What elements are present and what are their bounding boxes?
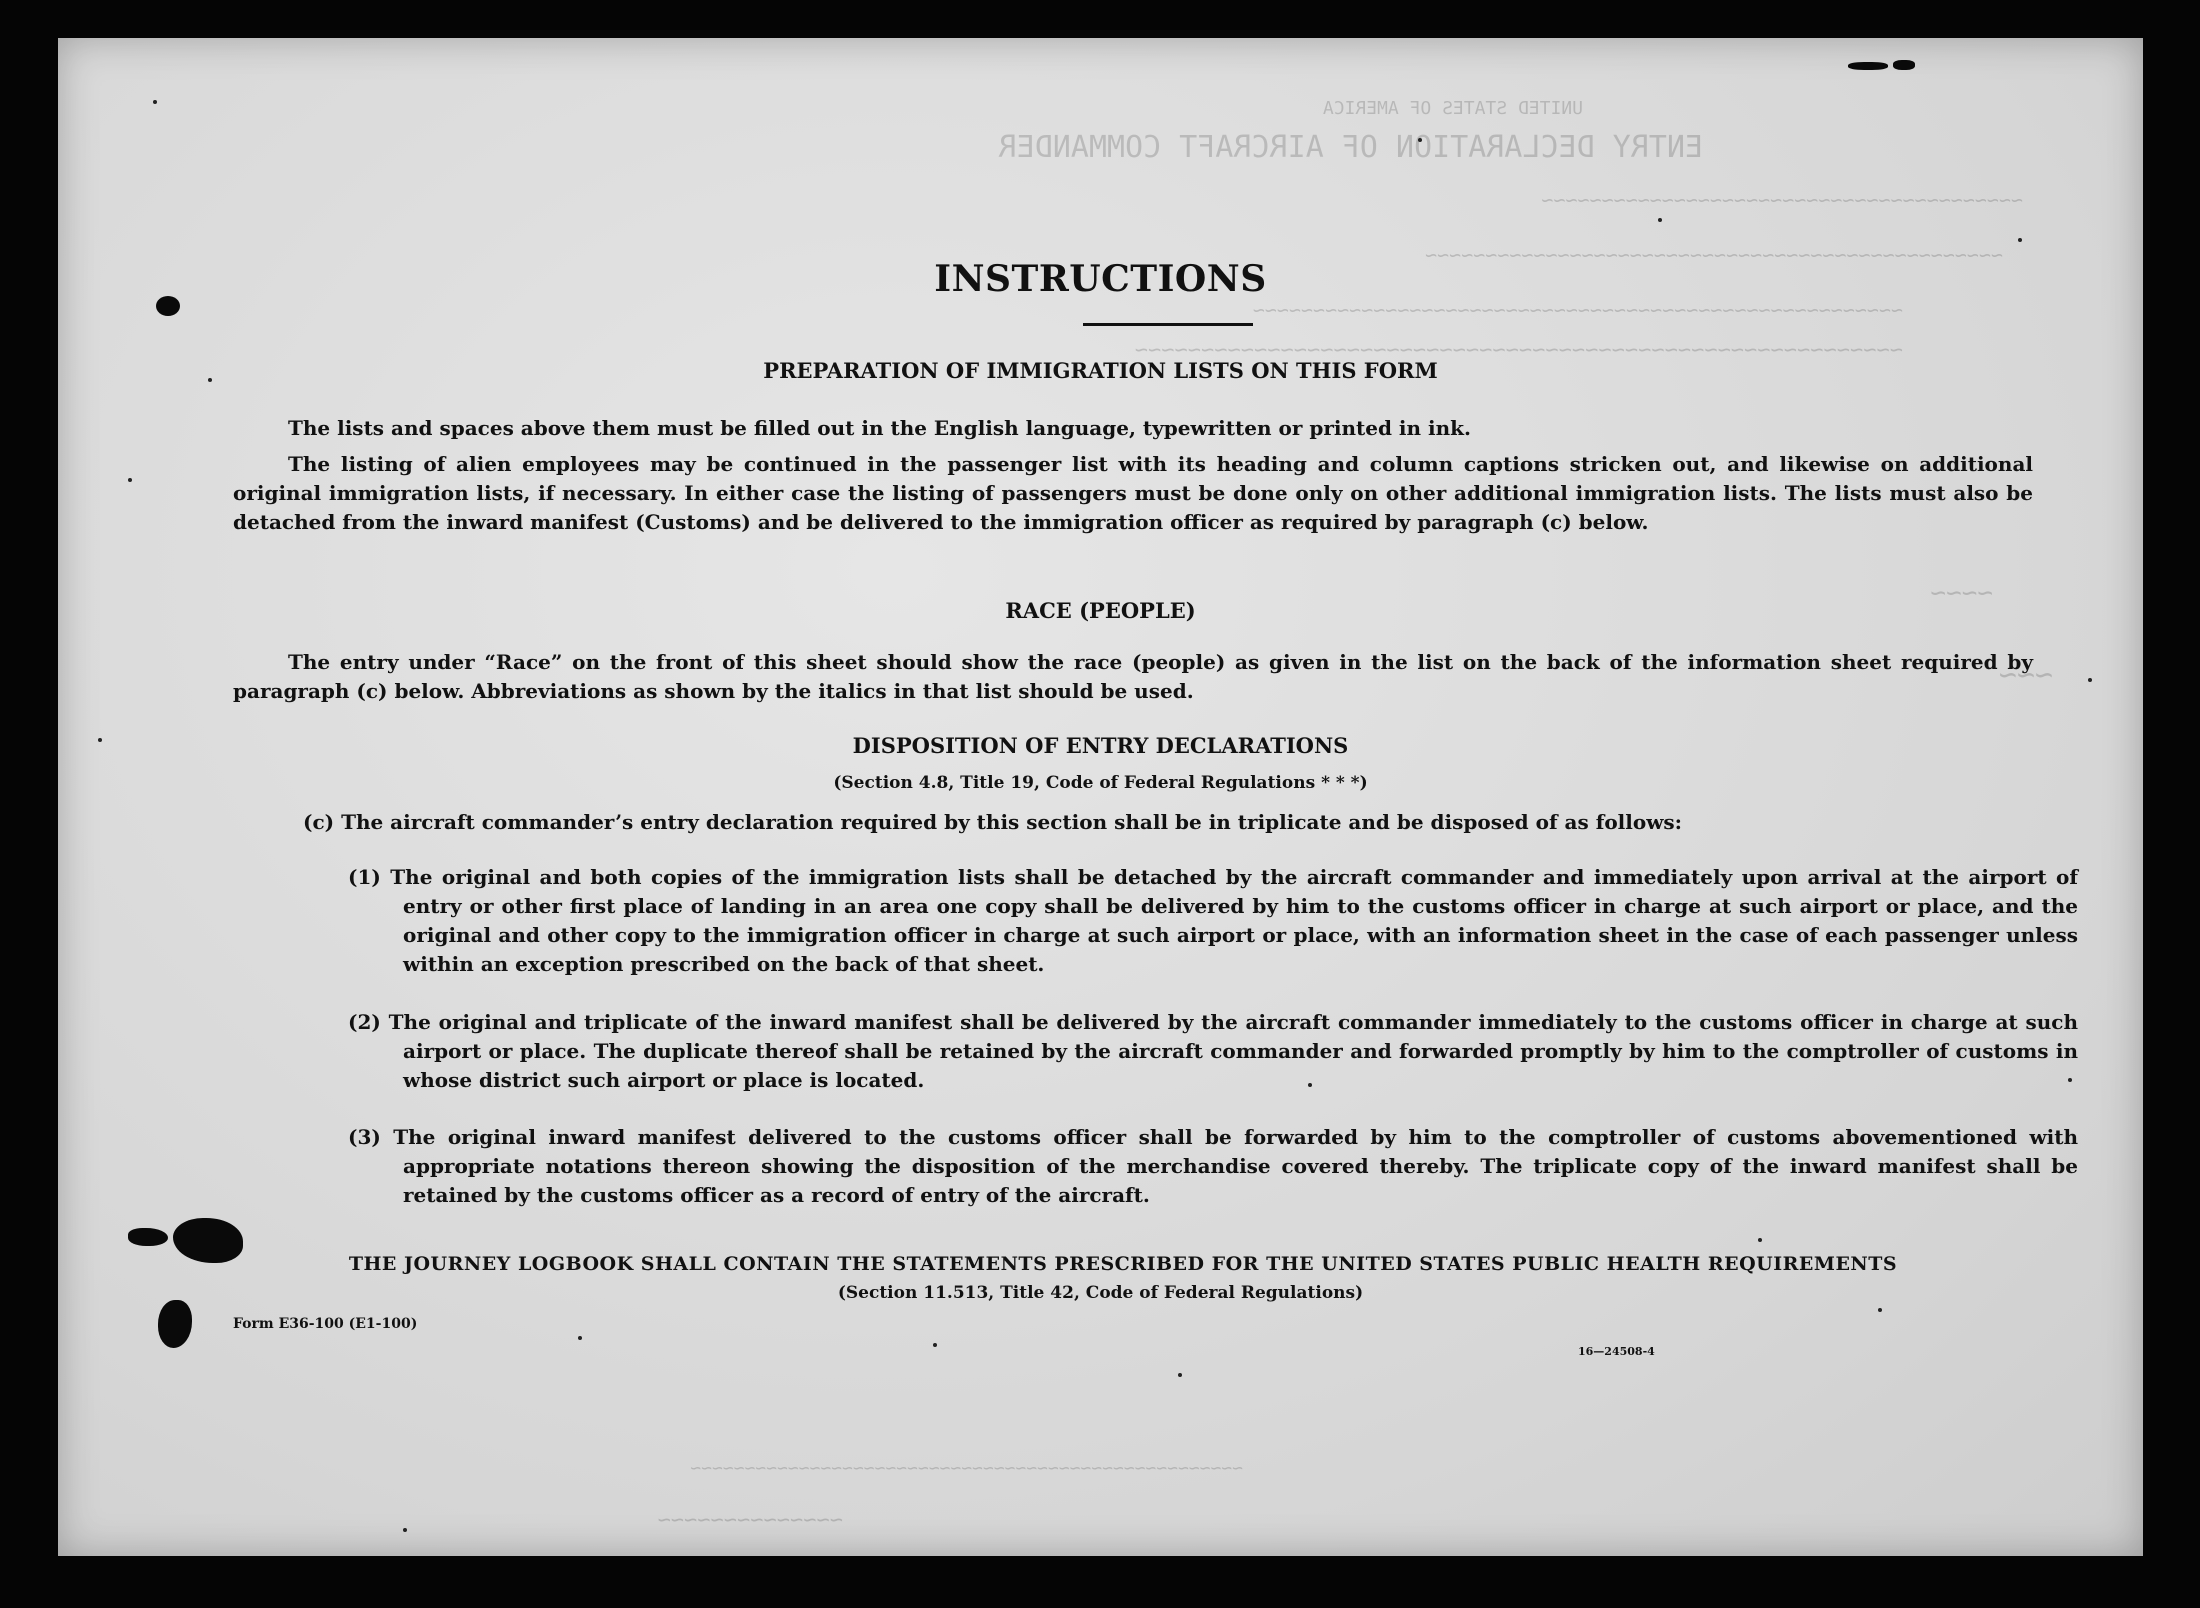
speck xyxy=(2088,678,2092,682)
preparation-paragraph-1: The lists and spaces above them must be filled out in the English language, typewritten or printed in ink. xyxy=(288,416,1471,440)
speck xyxy=(128,478,132,482)
speck xyxy=(153,100,157,104)
speck xyxy=(403,1528,407,1532)
instructions-content xyxy=(58,38,2143,1556)
speck xyxy=(2068,1078,2072,1082)
ink-blot xyxy=(1893,60,1915,70)
disposition-intro: (c) The aircraft commander’s entry declaration required by this section shall be in triplicate and be disposed of as follows: xyxy=(303,810,1683,834)
speck xyxy=(1178,1373,1182,1377)
disposition-citation: (Section 4.8, Title 19, Code of Federal Regulations * * *) xyxy=(833,773,1368,793)
form-number: Form E36-100 (E1-100) xyxy=(233,1316,418,1332)
ink-blot xyxy=(1848,62,1888,70)
preparation-paragraph-2: The listing of alien employees may be continued in the passenger list with its heading and column captions stricken out, and likewise on additional original immigration lists, if necessary. In either case the listing of passengers must be done only on other additional immigration lists. The lists must also be detached from the inward manifest (Customs) and be delivered to the immigration officer as required by paragraph (c) below. xyxy=(233,452,2033,534)
disposition-item-1: (1) The original and both copies of the immigration lists shall be detached by the aircraft commander and immediately upon arrival at the airport of entry or other first place of landing in an area one copy shall be delivered by him to the customs officer in charge at such airport or place, and the original and other copy to the immigration officer in charge at such airport or place, with an information sheet in the case of each passenger unless within an exception prescribed on the back of that sheet. xyxy=(348,865,2078,976)
title-underline xyxy=(1083,323,1253,326)
speck xyxy=(1758,1238,1762,1242)
race-heading: RACE (PEOPLE) xyxy=(1005,598,1196,623)
speck xyxy=(98,738,102,742)
speck xyxy=(2018,238,2022,242)
speck xyxy=(1878,1308,1882,1312)
speck xyxy=(1308,1083,1312,1087)
ink-blot xyxy=(128,1228,168,1246)
speck xyxy=(1658,218,1662,222)
race-paragraph: The entry under “Race” on the front of this sheet should show the race (people) as given in the list on the back of the information sheet required by paragraph (c) below. Abbreviations as shown by the italics in that list should be used. xyxy=(233,650,2033,703)
ink-blot xyxy=(156,296,180,316)
preparation-heading: PREPARATION OF IMMIGRATION LISTS ON THIS FORM xyxy=(763,358,1438,383)
disposition-item-3: (3) The original inward manifest delivered to the customs officer shall be forwarded by him to the comptroller of customs abovementioned with appropriate notations thereon showing the disposition of the merchandise covered thereby. The triplicate copy of the inward manifest shall be retained by the customs officer as a record of entry of the aircraft. xyxy=(348,1125,2078,1207)
page-title: INSTRUCTIONS xyxy=(934,258,1267,300)
print-code: 16—24508-4 xyxy=(1578,1345,1655,1358)
document-sheet xyxy=(58,38,2143,1556)
disposition-item-2: (2) The original and triplicate of the inward manifest shall be delivered by the aircraft commander immediately to the customs officer in charge at such airport or place. The duplicate thereof shall be retained by the aircraft commander and forwarded promptly by him to the comptroller of customs in whose district such airport or place is located. xyxy=(348,1010,2078,1092)
disposition-heading: DISPOSITION OF ENTRY DECLARATIONS xyxy=(852,733,1349,758)
speck xyxy=(578,1336,582,1340)
speck xyxy=(933,1343,937,1347)
speck xyxy=(208,378,212,382)
bleed-through-background: UNITED STATES OF AMERICA ENTRY DECLARATION OF AIRCRAFT COMMANDER ~~~~~~~~~~~~~~~~~~~~~~~~~~~~~~~~~~~~~~~~ ~~~~~~~~~~~~~~~~~~~~~~~~~~~~~~~~~~~~~~~~~~~~~~~~ ~~~~~~~~~~~~~~~~~~~~~~~~~~~~~~~~~~~~~~~~~~~~~~~~~~~~~~ ~~~~~~~~~~~~~~~~~~~~~~~~~~~~~~~~~~~~~~~~~~~~~~~~~~~~~~~~~~ ~~~~ ~~~ ~~~~~~~~~~~~~~~~~~~~~~~~~~~~~~~~~~~~~~~~~~~~~~~~~~~ ~~~~~~~~~~~~~~ xyxy=(657,98,2053,1533)
public-health-statement: THE JOURNEY LOGBOOK SHALL CONTAIN THE STATEMENTS PRESCRIBED FOR THE UNITED STATES PUBLIC HEALTH REQUIREMENTS xyxy=(348,1253,1898,1275)
speck xyxy=(1418,138,1422,142)
public-health-citation: (Section 11.513, Title 42, Code of Federal Regulations) xyxy=(837,1283,1364,1303)
